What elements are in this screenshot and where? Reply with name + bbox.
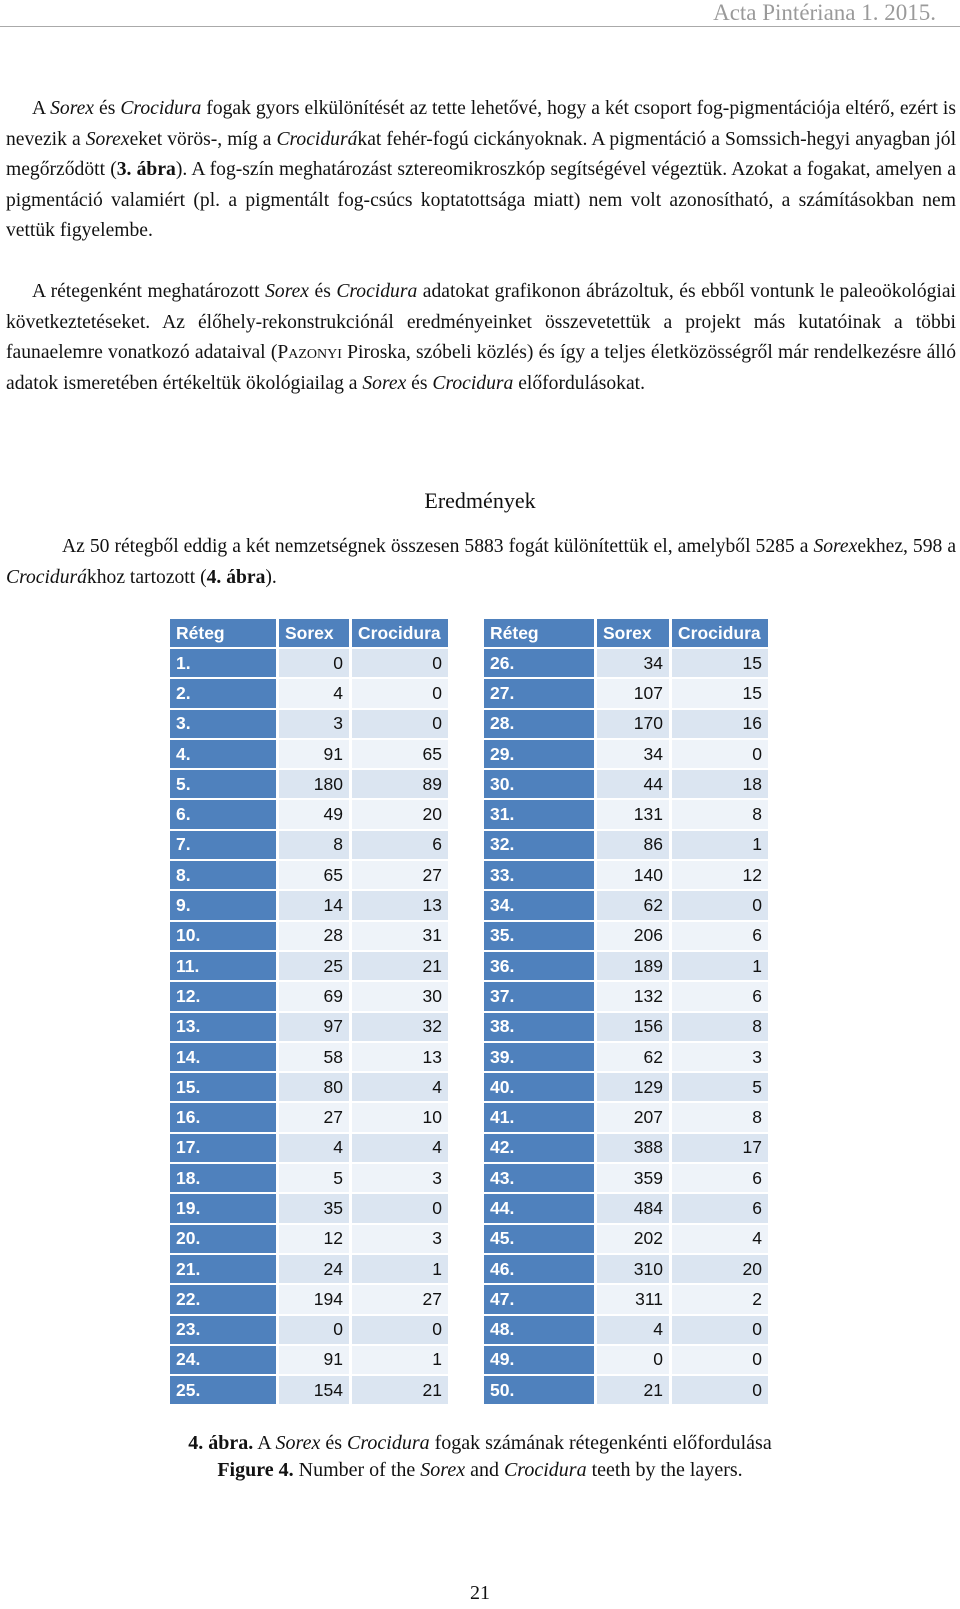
cell-sorex: 0 [597,1346,672,1376]
table-row [170,649,451,679]
cell-layer: 2. [170,679,279,709]
cell-layer: 12. [170,982,279,1012]
table-row [170,861,451,891]
cell-crocidura: 6 [672,922,771,952]
cell-sorex: 58 [279,1043,352,1073]
table-row [170,1376,451,1406]
table-row [170,770,451,800]
cell-sorex: 34 [597,740,672,770]
cell-crocidura: 0 [352,649,451,679]
table-row [170,740,451,770]
cell-sorex: 12 [279,1225,352,1255]
cell-sorex: 170 [597,710,672,740]
table-row [170,1255,451,1285]
table-row [170,1013,451,1043]
cell-sorex: 27 [279,1103,352,1133]
table-row [484,1285,771,1315]
cell-layer: 41. [484,1103,597,1133]
journal-title: Acta Pintériana 1. 2015. [713,0,936,25]
cell-layer: 50. [484,1376,597,1406]
cell-crocidura: 1 [352,1255,451,1285]
cell-sorex: 388 [597,1134,672,1164]
cell-crocidura: 3 [352,1225,451,1255]
figure-reference: 4. ábra [206,566,266,588]
cell-layer: 15. [170,1073,279,1103]
cell-sorex: 62 [597,1043,672,1073]
table-row [484,922,771,952]
cell-crocidura: 6 [672,1164,771,1194]
cell-layer: 36. [484,952,597,982]
cell-layer: 33. [484,861,597,891]
cell-sorex: 311 [597,1285,672,1315]
cell-sorex: 34 [597,649,672,679]
cell-sorex: 14 [279,891,352,921]
cell-crocidura: 4 [352,1073,451,1103]
table-row [170,891,451,921]
table-row [484,891,771,921]
column-header-layer: Réteg [170,619,279,649]
cell-layer: 10. [170,922,279,952]
cell-layer: 38. [484,1013,597,1043]
cell-crocidura: 89 [352,770,451,800]
author-name: Pazonyi [277,342,342,363]
column-header-sorex: Sorex [597,619,672,649]
cell-layer: 5. [170,770,279,800]
cell-sorex: 107 [597,679,672,709]
cell-sorex: 62 [597,891,672,921]
table-row [170,1164,451,1194]
intro-paragraph-2: A rétegenként meghatározott Sorex és Crocidura adatokat grafikonon ábrázoltuk, és ebből vontunk le paleoökológiai következtetéseket. Az élőhely-rekonstrukciónál eredményeinket összevetettük a projekt más kutatóinak a többi faunaelemre vonatkozó adataival (Pazonyi Piroska, szóbeli közlés) és így a teljes életközösségről már rendelkezésre álló adatok ismeretében értékeltük ökológiailag a Sorex és Crocidura előfordulásokat. [6,281,956,394]
cell-layer: 37. [484,982,597,1012]
cell-layer: 22. [170,1285,279,1315]
table-row [170,1346,451,1376]
cell-crocidura: 27 [352,861,451,891]
cell-layer: 43. [484,1164,597,1194]
table-row [484,740,771,770]
cell-crocidura: 18 [672,770,771,800]
layer-table-right [484,619,771,1406]
cell-layer: 39. [484,1043,597,1073]
cell-crocidura: 0 [352,679,451,709]
cell-crocidura: 65 [352,740,451,770]
figure-caption-en: Figure 4. Number of the Sorex and Crocidura teeth by the layers. [217,1459,743,1481]
cell-layer: 4. [170,740,279,770]
table-row [170,710,451,740]
table-row [484,1225,771,1255]
table-row [484,1194,771,1224]
cell-sorex: 44 [597,770,672,800]
table-row [170,1285,451,1315]
cell-sorex: 4 [279,679,352,709]
table-row [170,1043,451,1073]
cell-layer: 7. [170,831,279,861]
cell-layer: 3. [170,710,279,740]
cell-sorex: 91 [279,740,352,770]
cell-crocidura: 31 [352,922,451,952]
table-row [484,1376,771,1406]
cell-crocidura: 4 [672,1225,771,1255]
cell-layer: 49. [484,1346,597,1376]
cell-layer: 34. [484,891,597,921]
cell-sorex: 4 [597,1316,672,1346]
cell-crocidura: 5 [672,1073,771,1103]
cell-layer: 35. [484,922,597,952]
table-row [484,982,771,1012]
cell-crocidura: 21 [352,952,451,982]
cell-sorex: 86 [597,831,672,861]
table-row [170,1134,451,1164]
cell-sorex: 189 [597,952,672,982]
cell-sorex: 180 [279,770,352,800]
figure-reference: 3. ábra [116,159,176,180]
cell-crocidura: 1 [672,952,771,982]
table-row [484,1134,771,1164]
cell-layer: 28. [484,710,597,740]
cell-layer: 1. [170,649,279,679]
table-row [170,831,451,861]
cell-sorex: 359 [597,1164,672,1194]
cell-crocidura: 0 [352,1194,451,1224]
cell-crocidura: 6 [352,831,451,861]
table-row [484,1255,771,1285]
cell-crocidura: 13 [352,1043,451,1073]
table-row [484,679,771,709]
cell-crocidura: 8 [672,800,771,830]
cell-sorex: 25 [279,952,352,982]
cell-layer: 17. [170,1134,279,1164]
cell-crocidura: 1 [352,1346,451,1376]
cell-layer: 27. [484,679,597,709]
cell-layer: 25. [170,1376,279,1406]
cell-sorex: 80 [279,1073,352,1103]
cell-sorex: 8 [279,831,352,861]
cell-crocidura: 6 [672,1194,771,1224]
cell-layer: 40. [484,1073,597,1103]
cell-layer: 44. [484,1194,597,1224]
cell-sorex: 202 [597,1225,672,1255]
cell-layer: 6. [170,800,279,830]
cell-crocidura: 32 [352,1013,451,1043]
cell-sorex: 484 [597,1194,672,1224]
cell-layer: 24. [170,1346,279,1376]
cell-crocidura: 12 [672,861,771,891]
cell-crocidura: 20 [672,1255,771,1285]
cell-sorex: 194 [279,1285,352,1315]
table-row [484,1103,771,1133]
cell-crocidura: 0 [672,1346,771,1376]
table-row [170,800,451,830]
cell-crocidura: 21 [352,1376,451,1406]
cell-sorex: 69 [279,982,352,1012]
intro-paragraph-1: A Sorex és Crocidura fogak gyors elkülönítését az tette lehetővé, hogy a két csoport fog-pigmentációja eltérő, ezért is nevezik a Sorexeket vörös-, míg a Crocidurákat fehér-fogú cickányoknak. A pigmentáció a Somssich-hegyi anyagban jól megőrződött (3. ábra). A fog-szín meghatározást sztereomikroszkóp segítségével végeztük. Azokat a fogakat, amelyen a pigmentáció valamiért (pl. a pigmentált fog-csúcs koptatottsága miatt) nem volt azonosítható, a számításokban nem vettük figyelembe. [6,98,957,241]
cell-sorex: 24 [279,1255,352,1285]
cell-sorex: 3 [279,710,352,740]
cell-sorex: 207 [597,1103,672,1133]
cell-crocidura: 1 [672,831,771,861]
cell-crocidura: 3 [352,1164,451,1194]
cell-crocidura: 17 [672,1134,771,1164]
cell-crocidura: 16 [672,710,771,740]
section-title: Eredmények [424,488,536,513]
cell-sorex: 49 [279,800,352,830]
table-row [484,1346,771,1376]
table-row [484,649,771,679]
cell-sorex: 156 [597,1013,672,1043]
cell-crocidura: 27 [352,1285,451,1315]
cell-crocidura: 0 [672,740,771,770]
cell-sorex: 129 [597,1073,672,1103]
cell-sorex: 154 [279,1376,352,1406]
table-row [484,831,771,861]
cell-layer: 18. [170,1164,279,1194]
cell-sorex: 0 [279,1316,352,1346]
cell-layer: 32. [484,831,597,861]
cell-crocidura: 8 [672,1103,771,1133]
cell-layer: 23. [170,1316,279,1346]
figure-caption-hu: 4. ábra. A Sorex és Crocidura fogak számának rétegenkénti előfordulása [188,1432,772,1454]
table-row [170,982,451,1012]
cell-sorex: 206 [597,922,672,952]
cell-layer: 16. [170,1103,279,1133]
cell-crocidura: 4 [352,1134,451,1164]
table-row [484,1043,771,1073]
cell-layer: 21. [170,1255,279,1285]
cell-crocidura: 0 [672,1316,771,1346]
cell-sorex: 97 [279,1013,352,1043]
table-row [170,1225,451,1255]
column-header-sorex: Sorex [279,619,352,649]
results-paragraph: Az 50 rétegből eddig a két nemzetségnek összesen 5883 fogát különítettük el, amelyből 5285 a Sorexekhez, 598 a Crocidurákhoz tartozott (4. ábra). [6,536,957,588]
cell-sorex: 132 [597,982,672,1012]
cell-crocidura: 0 [672,1376,771,1406]
cell-layer: 42. [484,1134,597,1164]
table-row [484,952,771,982]
cell-sorex: 4 [279,1134,352,1164]
cell-layer: 45. [484,1225,597,1255]
cell-layer: 9. [170,891,279,921]
table-row [170,1073,451,1103]
cell-crocidura: 30 [352,982,451,1012]
table-row [484,1164,771,1194]
cell-sorex: 140 [597,861,672,891]
cell-crocidura: 2 [672,1285,771,1315]
table-row [484,861,771,891]
cell-crocidura: 0 [672,891,771,921]
cell-sorex: 5 [279,1164,352,1194]
cell-layer: 31. [484,800,597,830]
table-row [484,1013,771,1043]
cell-sorex: 65 [279,861,352,891]
layer-table-left [170,619,451,1406]
cell-sorex: 0 [279,649,352,679]
cell-layer: 46. [484,1255,597,1285]
cell-sorex: 310 [597,1255,672,1285]
cell-crocidura: 0 [352,710,451,740]
table-row [170,922,451,952]
column-header-crocidura: Crocidura [672,619,771,649]
table-row [170,1103,451,1133]
cell-layer: 11. [170,952,279,982]
cell-sorex: 35 [279,1194,352,1224]
table-row [484,1073,771,1103]
table-row [170,1316,451,1346]
page-number: 21 [470,1582,490,1604]
table-row [484,770,771,800]
cell-sorex: 28 [279,922,352,952]
cell-layer: 14. [170,1043,279,1073]
cell-layer: 8. [170,861,279,891]
cell-layer: 13. [170,1013,279,1043]
cell-crocidura: 0 [352,1316,451,1346]
cell-layer: 48. [484,1316,597,1346]
cell-layer: 26. [484,649,597,679]
cell-crocidura: 6 [672,982,771,1012]
cell-sorex: 131 [597,800,672,830]
cell-crocidura: 8 [672,1013,771,1043]
cell-layer: 19. [170,1194,279,1224]
cell-layer: 29. [484,740,597,770]
table-row [170,679,451,709]
table-row [484,710,771,740]
column-header-crocidura: Crocidura [352,619,451,649]
table-row [484,800,771,830]
cell-sorex: 21 [597,1376,672,1406]
running-header [0,0,960,27]
table-row [170,1194,451,1224]
cell-crocidura: 15 [672,649,771,679]
cell-crocidura: 15 [672,679,771,709]
cell-sorex: 91 [279,1346,352,1376]
cell-crocidura: 13 [352,891,451,921]
cell-layer: 20. [170,1225,279,1255]
cell-crocidura: 3 [672,1043,771,1073]
cell-crocidura: 20 [352,800,451,830]
table-row [170,952,451,982]
table-row [484,1316,771,1346]
cell-layer: 30. [484,770,597,800]
column-header-layer: Réteg [484,619,597,649]
cell-crocidura: 10 [352,1103,451,1133]
cell-layer: 47. [484,1285,597,1315]
